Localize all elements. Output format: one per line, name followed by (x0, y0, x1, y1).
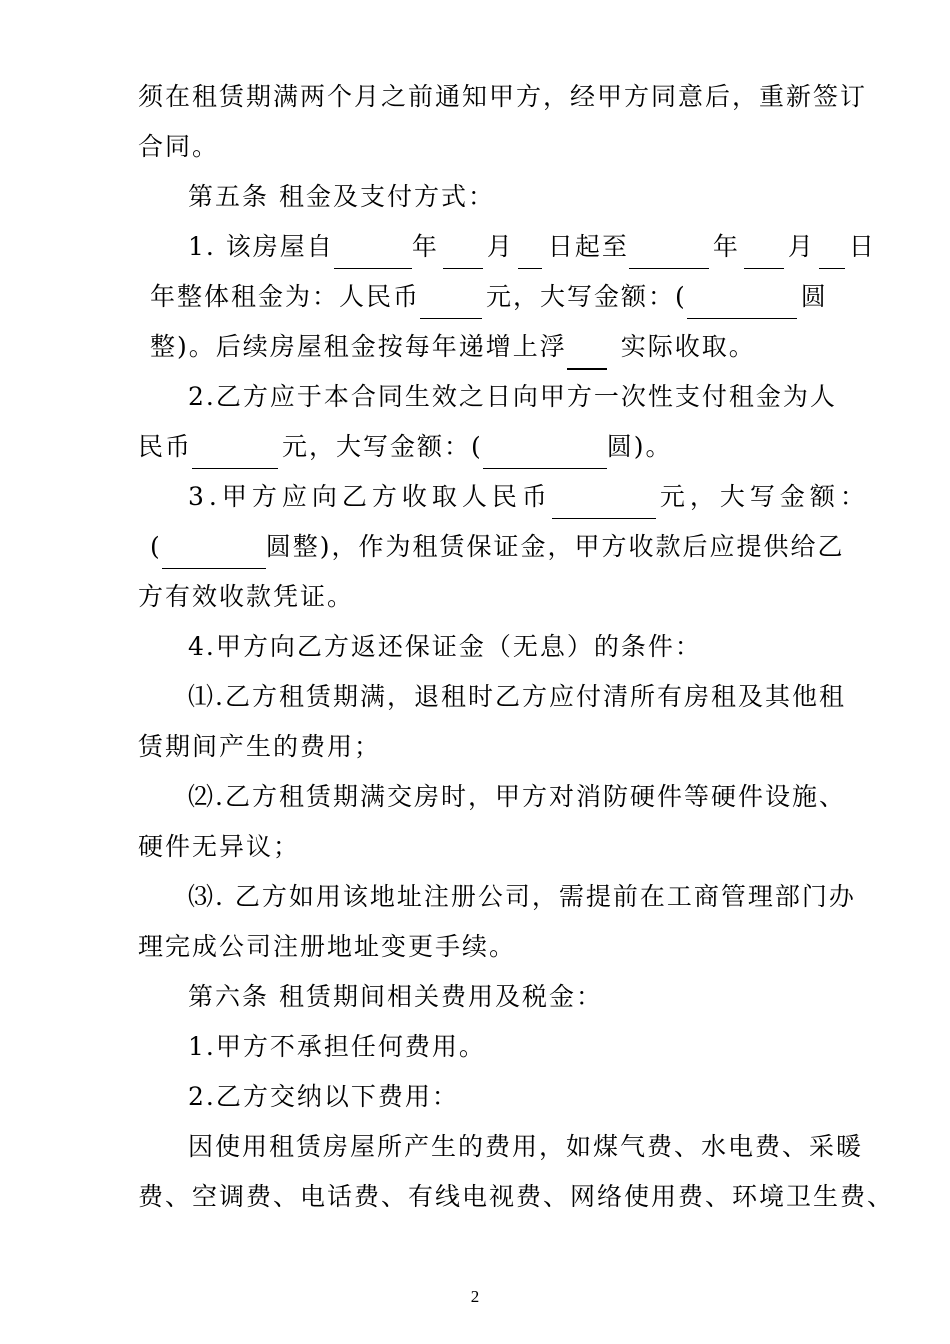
text-line-with-blanks (138, 430, 818, 465)
text-line-with-blanks (150, 330, 830, 366)
text-line-with-blanks (150, 280, 830, 315)
text-line: 因使用租赁房屋所产生的费用，如煤气费、水电费、采暖 (188, 1132, 864, 1161)
text-line: 1.甲方不承担任何费用。 (188, 1032, 486, 1061)
text-fragment: 元，大写金额：( (486, 282, 687, 311)
text-fragment: 年 (411, 232, 439, 261)
text-fragment: 整)。后续房屋租金按每年递增上浮 (150, 332, 567, 361)
text-fragment: 月 (486, 232, 514, 261)
fill-blank (629, 234, 709, 269)
text-fragment: ( (150, 532, 162, 561)
text-line-with-blanks (188, 480, 870, 515)
text-line: ⑶. 乙方如用该地址注册公司，需提前在工商管理部门办 (188, 882, 856, 911)
fill-blank (518, 234, 542, 269)
fill-blank (192, 434, 278, 469)
text-fragment: 月 (787, 232, 815, 261)
text-fragment: 3.甲方应向乙方收取人民币 (188, 482, 552, 511)
text-fragment: 圆)。 (606, 432, 673, 461)
fill-blank (334, 234, 412, 269)
text-line: 方有效收款凭证。 (138, 582, 355, 611)
text-fragment: 民币 (138, 432, 193, 461)
text-fragment: 日起至 (547, 232, 629, 261)
text-fragment: 元，大写金额：( (282, 432, 483, 461)
text-fragment: 圆整)，作为租赁保证金，甲方收款后应提供给乙 (265, 532, 845, 561)
text-line: 2.乙方交纳以下费用： (188, 1082, 459, 1111)
section-heading: 第五条 租金及支付方式： (188, 182, 495, 211)
text-line: 4.甲方向乙方返还保证金（无息）的条件： (188, 632, 702, 661)
fill-blank (162, 534, 266, 569)
fill-blank (687, 284, 797, 319)
text-line: ⑴.乙方租赁期满，退租时乙方应付清所有房租及其他租 (188, 682, 846, 711)
text-fragment: 实际收取。 (620, 332, 756, 361)
text-fragment: 1. 该房屋自 (188, 232, 334, 261)
fill-blank (567, 334, 607, 370)
section-heading: 第六条 租赁期间相关费用及税金： (188, 982, 603, 1011)
fill-blank (819, 234, 845, 269)
text-line: ⑵.乙方租赁期满交房时，甲方对消防硬件等硬件设施、 (188, 782, 846, 811)
fill-blank (420, 284, 482, 319)
text-line: 硬件无异议； (138, 832, 301, 861)
fill-blank (552, 484, 656, 519)
text-line: 须在租赁期满两个月之前通知甲方，经甲方同意后，重新签订 (138, 82, 868, 111)
fill-blank (483, 434, 607, 469)
text-fragment: 日 (848, 232, 876, 261)
fill-blank (443, 234, 483, 269)
text-fragment: 年整体租金为：人民币 (150, 282, 421, 311)
text-fragment: 圆 (800, 282, 828, 311)
page-number: 2 (470, 1287, 480, 1306)
text-line: 理完成公司注册地址变更手续。 (138, 932, 517, 961)
text-fragment: 元，大写金额： (659, 482, 870, 511)
text-line: 2.乙方应于本合同生效之日向甲方一次性支付租金为人 (188, 382, 837, 411)
text-fragment: 年 (712, 232, 740, 261)
text-line-with-blanks (150, 530, 845, 565)
fill-blank (744, 234, 784, 269)
text-line: 赁期间产生的费用； (138, 732, 382, 761)
text-line: 费、空调费、电话费、有线电视费、网络使用费、环境卫生费、 (138, 1182, 895, 1211)
text-line: 合同。 (138, 132, 220, 161)
text-line-with-blanks (188, 230, 876, 265)
